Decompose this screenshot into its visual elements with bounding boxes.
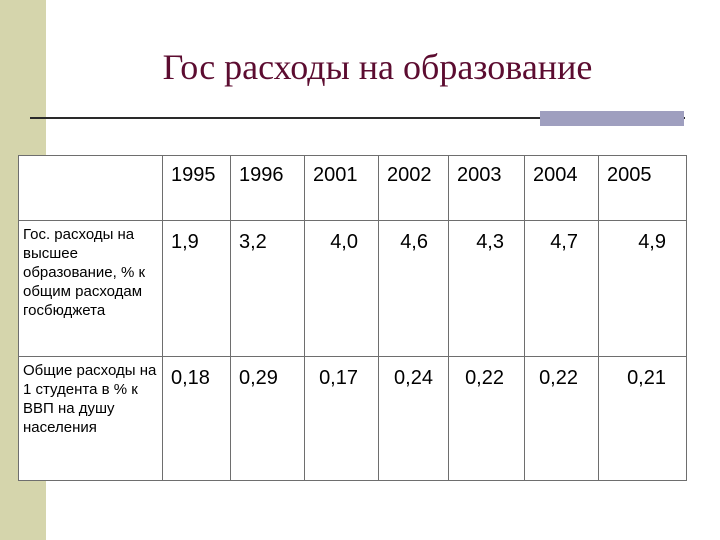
table-cell: 0,29 (231, 357, 305, 481)
table-row (19, 357, 687, 481)
table-cell: 0,17 (305, 357, 379, 481)
table-cell: 0,24 (379, 357, 449, 481)
year-header: 1996 (231, 156, 305, 221)
table-cell: 4,9 (599, 221, 687, 357)
row-label: Гос. расходы на высшее образование, % к общим расходам госбюджета (19, 221, 163, 357)
data-table (18, 155, 687, 481)
title-divider-accent (540, 111, 684, 126)
table-cell: 4,6 (379, 221, 449, 357)
header-corner-cell (19, 156, 163, 221)
table-cell: 0,21 (599, 357, 687, 481)
table-cell: 4,3 (449, 221, 525, 357)
year-header: 2003 (449, 156, 525, 221)
table-row (19, 221, 687, 357)
table-header-row (19, 156, 687, 221)
table-cell: 3,2 (231, 221, 305, 357)
row-label: Общие расходы на 1 студента в % к ВВП на душу населения (19, 357, 163, 481)
table-cell: 0,22 (525, 357, 599, 481)
table-cell: 0,18 (163, 357, 231, 481)
year-header: 2001 (305, 156, 379, 221)
year-header: 2005 (599, 156, 687, 221)
year-header: 1995 (163, 156, 231, 221)
table-cell: 0,22 (449, 357, 525, 481)
table-cell: 1,9 (163, 221, 231, 357)
year-header: 2002 (379, 156, 449, 221)
slide-title: Гос расходы на образование (162, 47, 593, 87)
year-header: 2004 (525, 156, 599, 221)
table-cell: 4,7 (525, 221, 599, 357)
table-cell: 4,0 (305, 221, 379, 357)
